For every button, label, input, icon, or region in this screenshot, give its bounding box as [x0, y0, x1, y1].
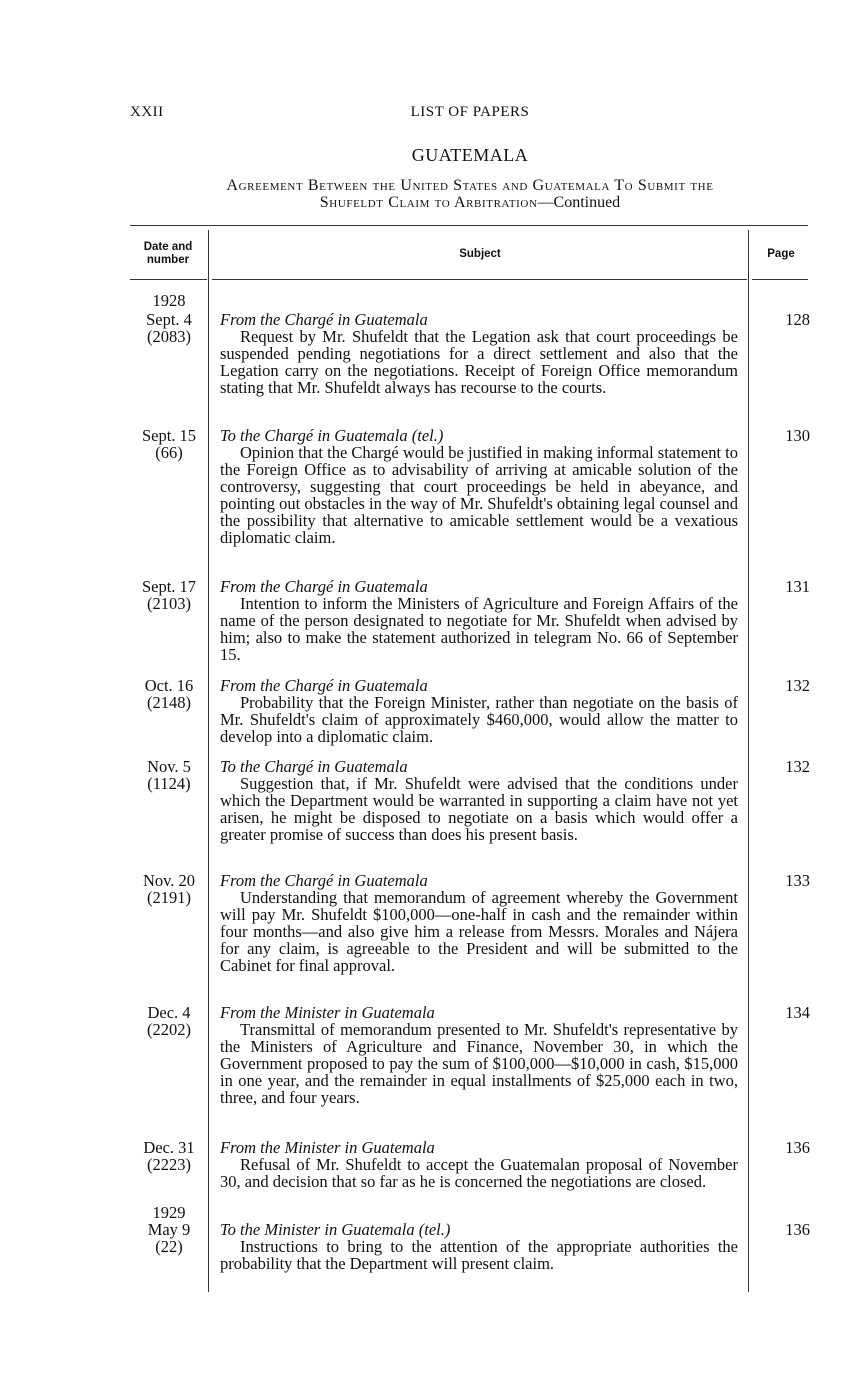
entry-text: Intention to inform the Ministers of Agriculture and Foreign Affairs of the name of the person designated to negotiate for Mr. Shufeldt when advised by him; also to make the statement authorized in telegram No. 66 of September 15. — [220, 594, 738, 664]
entry-date: Oct. 16 (2148) — [144, 676, 194, 712]
entry-subject — [220, 311, 738, 396]
header-rule-page — [752, 279, 808, 280]
column-divider-right — [748, 230, 749, 1292]
entry-text: Opinion that the Chargé would be justified in making informal statement to the Foreign Office as to advisability of arriving at amicable solution of the controversy, suggesting that court proceedings be held in abeyance, and pointing out obstacles in the way of Mr. Shufeldt's obtaining legal counsel and the possibility that alternative to amicable settlement would be a vexatious diplomatic claim. — [220, 443, 738, 547]
year-label: 1929 — [152, 1203, 186, 1222]
entry-subject — [220, 1004, 738, 1106]
entry-subject — [220, 677, 738, 745]
entry-date: Sept. 4 (2083) — [146, 310, 192, 346]
section-title-line1: Agreement Between the United States and Guatemala To Submit the — [226, 177, 714, 194]
entry-title: To the Chargé in Guatemala (tel.) — [220, 426, 444, 445]
entry-subject — [220, 758, 738, 843]
page-folio: XXII — [130, 104, 164, 120]
column-header-subject: Subject — [459, 247, 501, 260]
entry-text: Suggestion that, if Mr. Shufeldt were advised that the conditions under which the Department would be warranted in supporting a claim have not yet arisen, he might be disposed to negotiate on a basis which would offer a greater promise of success than does his present basis. — [220, 774, 738, 844]
entry-date: Sept. 17 (2103) — [141, 577, 197, 613]
entry-title: To the Chargé in Guatemala — [220, 757, 408, 776]
entry-subject — [220, 427, 738, 546]
entry-title: From the Chargé in Guatemala — [220, 676, 428, 695]
entry-page: 136 — [785, 1138, 810, 1157]
entry-date: Dec. 4 (2202) — [147, 1003, 191, 1039]
year-label: 1928 — [152, 291, 186, 310]
entry-text: Transmittal of memorandum presented to Mr. Shufeldt's representative by the Ministers of Agriculture and Finance, November 30, in which the Government proposed to pay the sum of $100,000—$10,000 in cash, $15,000 in one year, and the remainder in equal installments of $25,000 each in two, three, and four years. — [220, 1020, 738, 1107]
entry-subject — [220, 1221, 738, 1272]
entry-text: Understanding that memorandum of agreement whereby the Government will pay Mr. Shufeldt $100,000—one-half in cash and the remainder within four months—and also give him a release from Messrs. Morales and Nájera for any claim, is agreeable to the President and will be submitted to the Cabinet for final approval. — [220, 888, 738, 975]
entry-page: 132 — [785, 676, 810, 695]
entry-title: From the Chargé in Guatemala — [220, 310, 428, 329]
table-top-rule — [130, 225, 808, 226]
entry-date: Dec. 31 (2223) — [143, 1138, 195, 1174]
running-head — [130, 104, 810, 124]
entry-text: Request by Mr. Shufeldt that the Legation ask that court proceedings be suspended pending negotiations for a direct settlement and also that the Legation carry on the negotiations. Receipt of Foreign Office memorandum stating that Mr. Shufeldt always has recourse to the courts. — [220, 327, 738, 397]
entry-page: 136 — [785, 1220, 810, 1239]
header-rule-date — [130, 279, 207, 280]
country-heading: GUATEMALA — [411, 145, 529, 165]
section-title-continued: —Continued — [537, 194, 621, 211]
running-title: LIST OF PAPERS — [410, 104, 530, 120]
entry-title: From the Minister in Guatemala — [220, 1138, 435, 1157]
entry-text: Probability that the Foreign Minister, rather than negotiate on the basis of Mr. Shufeldt's claim of approximately $460,000, would allow the matter to develop into a diplomatic claim. — [220, 693, 738, 746]
entry-date: Sept. 15 (66) — [141, 426, 197, 462]
entry-title: From the Minister in Guatemala — [220, 1003, 435, 1022]
entry-page: 128 — [785, 310, 810, 329]
entry-page: 131 — [785, 577, 810, 596]
entry-subject — [220, 1139, 738, 1190]
section-title — [130, 177, 810, 211]
column-divider-left — [208, 230, 209, 1292]
entry-text: Instructions to bring to the attention of the appropriate authorities the probability that the Department will present claim. — [220, 1237, 738, 1273]
entry-page: 130 — [785, 426, 810, 445]
entry-date: May 9 (22) — [147, 1220, 191, 1256]
entry-subject — [220, 872, 738, 974]
header-rule-subject — [212, 279, 747, 280]
entry-title: To the Minister in Guatemala (tel.) — [220, 1220, 451, 1239]
section-title-line2-caps: Shufeldt Claim to Arbitration — [319, 194, 538, 211]
entry-page: 134 — [785, 1003, 810, 1022]
entry-title: From the Chargé in Guatemala — [220, 871, 428, 890]
entry-subject — [220, 578, 738, 663]
entry-page: 133 — [785, 871, 810, 890]
column-header-page: Page — [767, 247, 795, 260]
section-title-line2 — [130, 194, 810, 211]
entry-text: Refusal of Mr. Shufeldt to accept the Guatemalan proposal of November 30, and decision that so far as he is concerned the negotiations are closed. — [220, 1155, 738, 1191]
entry-title: From the Chargé in Guatemala — [220, 577, 428, 596]
column-header-date: Date and number — [143, 241, 193, 266]
entry-page: 132 — [785, 757, 810, 776]
entry-date: Nov. 5 (1124) — [147, 757, 191, 793]
entry-date: Nov. 20 (2191) — [142, 871, 196, 907]
